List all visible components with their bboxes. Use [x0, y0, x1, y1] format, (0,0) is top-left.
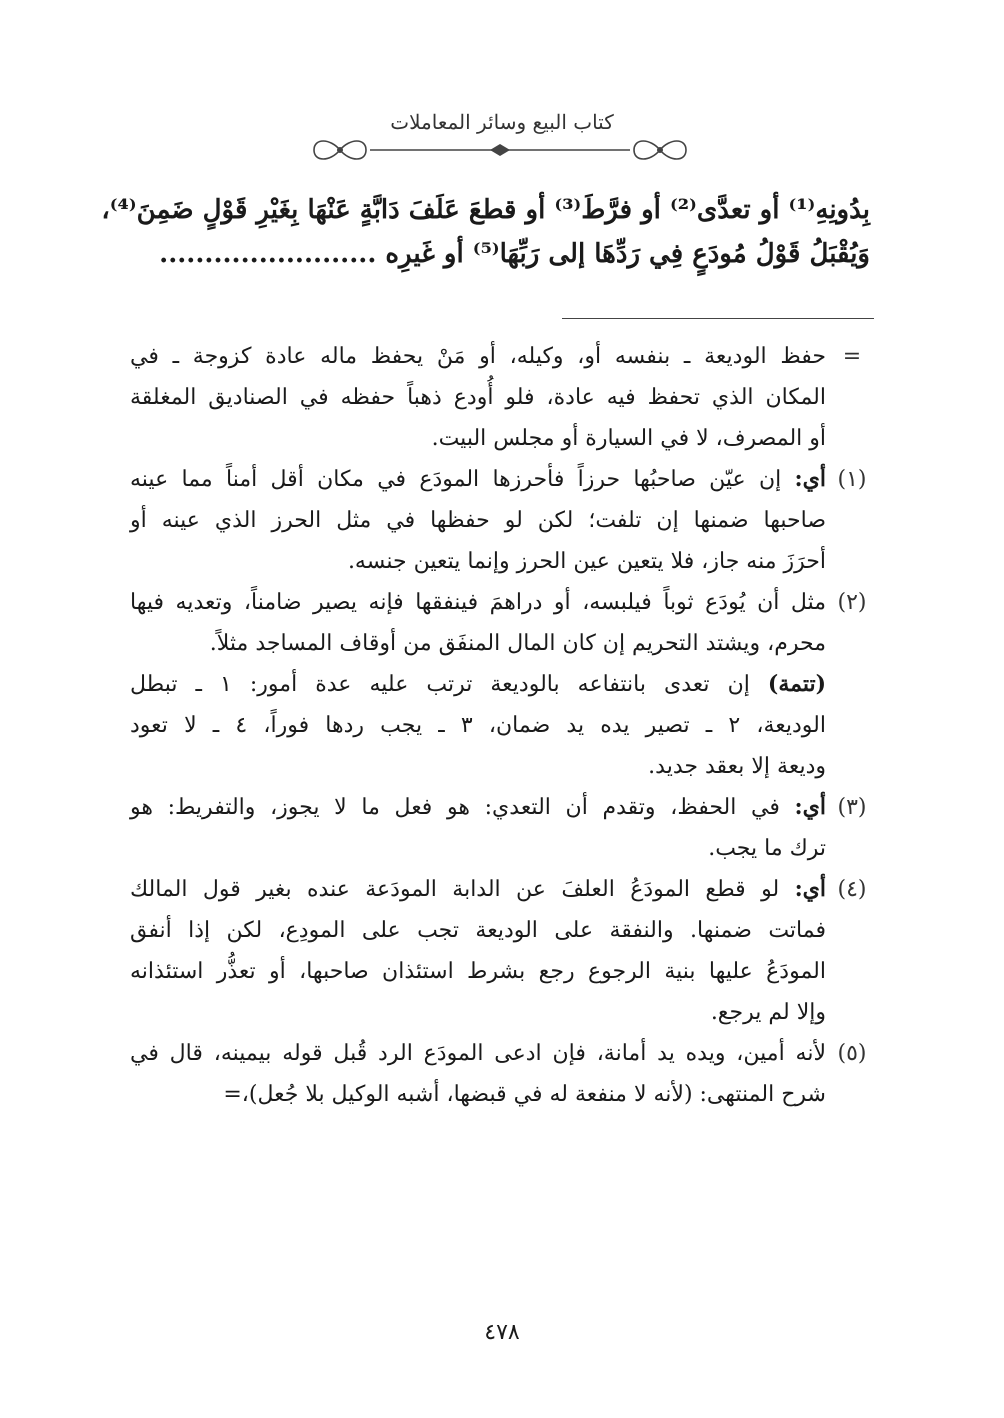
footnote-line: وإلا لم يرجع. [710, 1000, 826, 1025]
footnote-line: أو المصرف، لا في السيارة أو مجلس البيت. [431, 426, 826, 451]
footnote-line: محرم، ويشتد التحريم إن كان المال المنفَق من أوقاف المساجد مثلاً. [209, 631, 826, 656]
footnote-line: في الحفظ، وتقدم أن التعدي: هو فعل ما لا يجوز، والتفريط: هو [130, 795, 780, 820]
header-ornament [300, 132, 700, 168]
footnote-5 [130, 1033, 874, 1115]
main-text-line: بِدُونِهِ⁽¹⁾ أو تعدَّى⁽²⁾ أو فرَّطَ⁽³⁾ أو قطعَ عَلَفَ دَابَّةٍ عَنْهَا بِغَيْرِ قَوْلٍ ضَمِنَ⁽⁴⁾، [101, 195, 870, 225]
footnote-line: المكان الذي تحفظ فيه عادة، فلو أُودع ذهباً حفظه في الصناديق المغلقة [130, 385, 826, 410]
footnote-marker: (٥) [837, 1041, 867, 1066]
footnote-separator [562, 318, 874, 319]
header-title: كتاب البيع وسائر المعاملات [390, 110, 614, 134]
footnote-line: لأنه أمين، ويده يد أمانة، فإن ادعى المودَع الرد قُبل قوله بيمينه، قال في [130, 1041, 826, 1066]
footnote-2 [130, 582, 874, 664]
footnote-continuation [130, 336, 874, 459]
footnote-line: وديعة إلا بعقد جديد. [648, 754, 826, 779]
footnote-line: حفظ الوديعة ـ بنفسه أو، وكيله، أو مَنْ يحفظ ماله عادة كزوجة ـ في [130, 344, 826, 369]
footnote-4 [130, 869, 874, 1033]
footnote-line: الوديعة، ٢ ـ تصير يده يد ضمان، ٣ ـ يجب ردها فوراً، ٤ ـ لا تعود [130, 713, 826, 738]
footnote-supplement [130, 664, 874, 787]
footnote-marker: (١) [837, 467, 867, 492]
main-text-line: وَيُقْبَلُ قَوْلُ مُودَعٍ فِي رَدِّهَا إلى رَبِّهَا⁽⁵⁾ أو غَيرِه ........................ [159, 239, 870, 269]
main-text [101, 188, 870, 276]
footnote-line: لو قطع المودَعُ العلفَ عن الدابة المودَعة عنده بغير قول المالك [130, 877, 780, 902]
footnote-line: المودَعُ عليها بنية الرجوع رجع بشرط استئذان صاحبها، أو تعذُّر استئذانه [130, 959, 826, 984]
footnote-marker: (٤) [837, 877, 867, 902]
footnote-line: إن تعدى بانتفاعه بالوديعة ترتب عليه عدة أمور: ١ ـ تبطل [130, 672, 750, 697]
footnote-line: إن عيّن صاحبُها حرزاً فأحرزها المودَع في مكان أقل أمناً مما عينه [130, 467, 782, 492]
footnotes [130, 336, 874, 1115]
footnote-marker: (٣) [837, 795, 867, 820]
footnote-line: فماتت ضمنها. والنفقة على الوديعة تجب على المودِع، لكن إذا أنفق [130, 918, 826, 943]
footnote-line: شرح المنتهى: (لأنه لا منفعة له في قبضها، أشبه الوكيل بلا جُعل)،= [223, 1082, 826, 1107]
footnote-lead: أي: [794, 466, 826, 492]
footnote-lead: أي: [794, 794, 826, 820]
footnote-lead: أي: [794, 876, 827, 902]
footnote-line: ترك ما يجب. [708, 836, 826, 861]
footnote-line: مثل أن يُودَع ثوباً فيلبسه، أو دراهمَ فينفقها فإنه يصير ضامناً، وتعديه فيها [130, 590, 826, 615]
footnote-lead: (تتمة) [767, 671, 826, 697]
footnote-1 [130, 459, 874, 582]
running-header [0, 110, 1004, 134]
footnote-marker: (٢) [837, 590, 867, 615]
page-number: ٤٧٨ [484, 1320, 520, 1345]
footnote-line: صاحبها ضمنها إن تلفت؛ لكن لو حفظها في مثل الحرز الذي عينه أو [130, 508, 826, 533]
footnote-line: أحرَزَ منه جاز، فلا يتعين عين الحرز وإنما يتعين جنسه. [347, 549, 826, 574]
footnote-3 [130, 787, 874, 869]
footnote-marker: = [842, 344, 862, 369]
